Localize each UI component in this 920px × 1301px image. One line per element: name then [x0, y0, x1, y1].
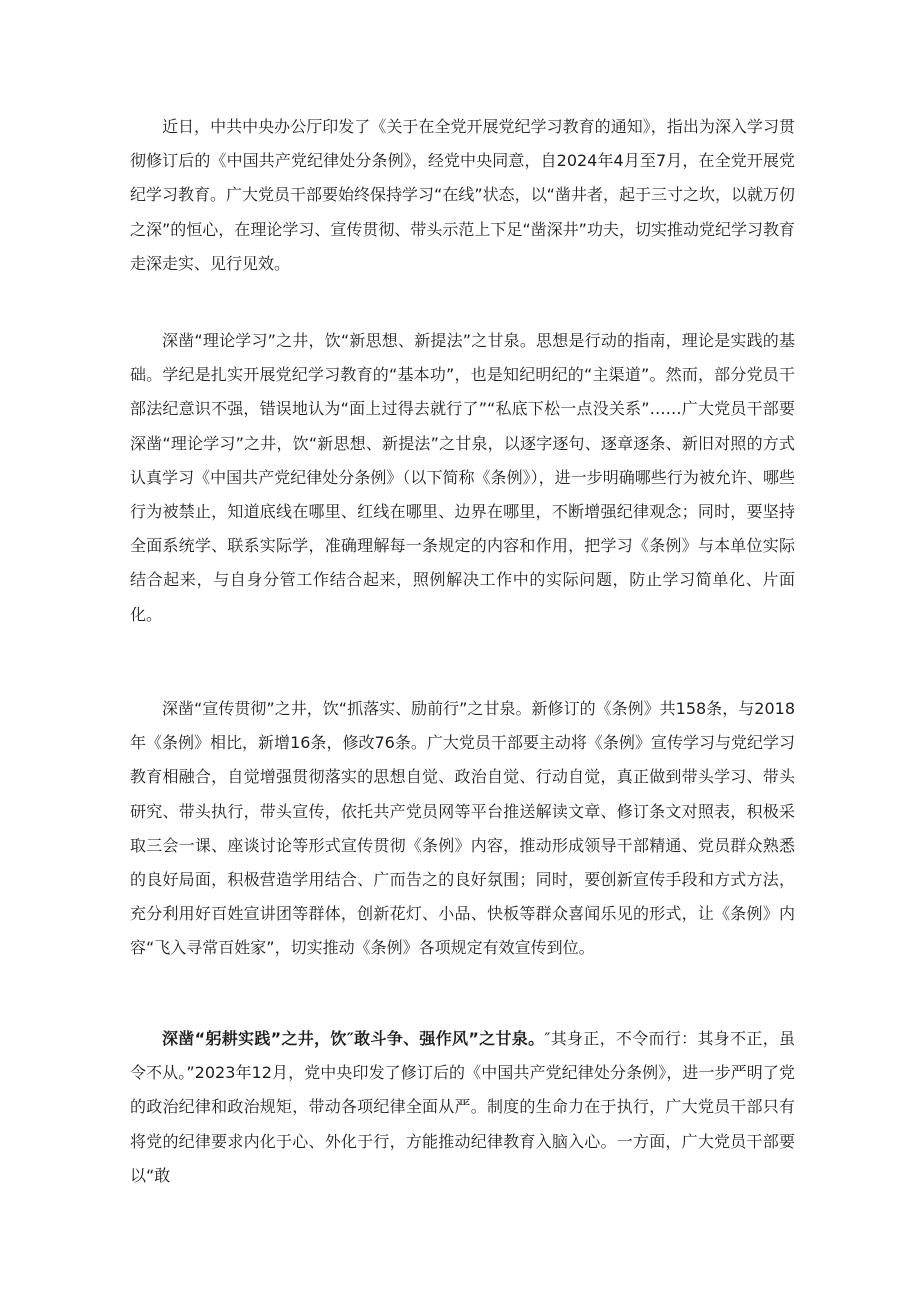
paragraph-practice: [130, 1022, 795, 1193]
paragraph-practice-lead: 深凿“躬耕实践”之井，饮″敢斗争、强作风”之甘泉。: [162, 1029, 545, 1048]
paragraph-publicity: [130, 692, 795, 966]
paragraph-theory-study-text: 深凿“理论学习”之井，饮“新思想、新提法”之甘泉。思想是行动的指南，理论是实践的基础。学纪是扎实开展党纪学习教育的“基本功”，也是知纪明纪的“主渠道”。然而，部分党员干部法纪意识不强，错误地认为“面上过得去就行了”“私底下松一点没关系”……广大党员干部要深凿“理论学习”之井，饮“新思想、新提法”之甘泉，以逐字逐句、逐章逐条、新旧对照的方式认真学习《中国共产党纪律处分条例》（以下简称《条例》），进一步明确哪些行为被允许、哪些行为被禁止，知道底线在哪里、红线在哪里、边界在哪里，不断增强纪律观念；同时，要坚持全面系统学、联系实际学，准确理解每一条规定的内容和作用，把学习《条例》与本单位实际结合起来，与自身分管工作结合起来，照例解决工作中的实际问题，防止学习简单化、片面化。: [130, 331, 795, 624]
paragraph-intro: [130, 110, 795, 281]
paragraph-practice-text: ″其身正，不令而行：其身不正，虽令不从。”2023年12月，党中央印发了修订后的《中国共产党纪律处分条例》，进一步严明了党的政治纪律和政治规矩，带动各项纪律全面从严。制度的生命力在于执行，广大党员干部只有将党的纪律要求内化于心、外化于行，方能推动纪律教育入脑入心。一方面，广大党员干部要以“敢: [130, 1029, 796, 1185]
paragraph-intro-text: 近日，中共中央办公厅印发了《关于在全党开展党纪学习教育的通知》，指出为深入学习贯彻修订后的《中国共产党纪律处分条例》，经党中央同意，自2024年4月至7月，在全党开展党纪学习教育。广大党员干部要始终保持学习“在线”状态，以“凿井者，起于三寸之坎，以就万仞之深”的恒心，在理论学习、宣传贯彻、带头示范上下足“凿深井”功夫，切实推动党纪学习教育走深走实、见行见效。: [130, 117, 795, 273]
paragraph-publicity-text: 深凿“宣传贯彻”之井，饮“抓落实、励前行”之甘泉。新修订的《条例》共158条，与2018年《条例》相比，新增16条，修改76条。广大党员干部要主动将《条例》宣传学习与党纪学习教育相融合，自觉增强贯彻落实的思想自觉、政治自觉、行动自觉，真正做到带头学习、带头研究、带头执行，带头宣传，依托共产党员网等平台推送解读文章、修订条文对照表，积极采取三会一课、座谈讨论等形式宣传贯彻《条例》内容，推动形成领导干部精通、党员群众熟悉的良好局面，积极营造学用结合、广而告之的良好氛围；同时，要创新宣传手段和方式方法，充分利用好百姓宣讲团等群体，创新花灯、小品、快板等群众喜闻乐见的形式，让《条例》内容“飞入寻常百姓家”，切实推动《条例》各项规定有效宣传到位。: [130, 699, 795, 958]
paragraph-theory-study: [130, 324, 795, 632]
